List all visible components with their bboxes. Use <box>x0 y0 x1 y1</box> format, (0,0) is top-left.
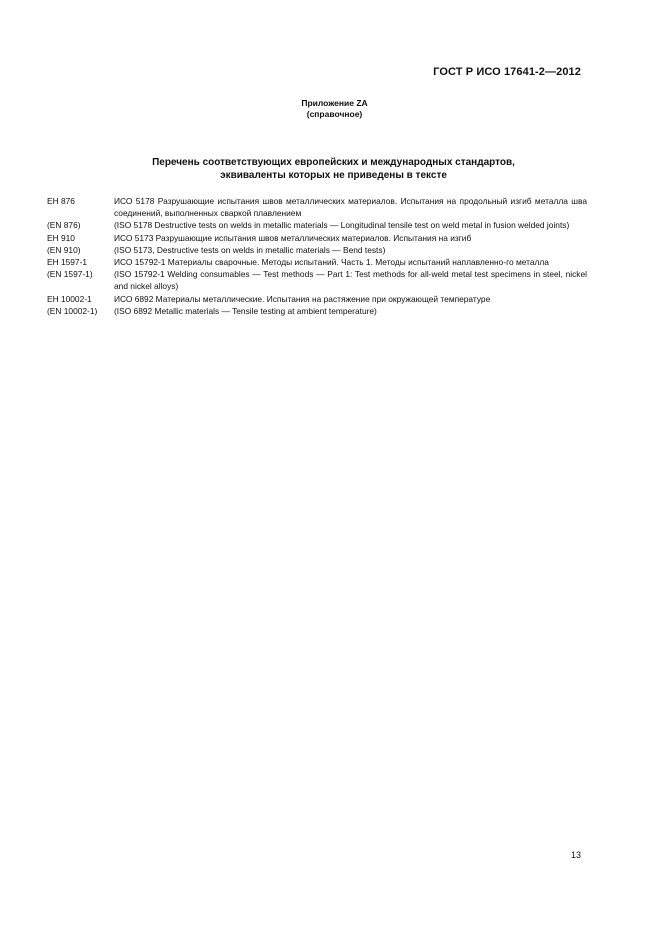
standard-description: ИСО 6892 Материалы металлические. Испытания на растяжение при окружающей температуре <box>114 293 491 304</box>
standard-description: ИСО 15792-1 Материалы сварочные. Методы испытаний. Часть 1. Методы испытаний наплавленно-го металла <box>114 257 549 268</box>
standard-description: (ISO 6892 Metallic materials — Tensile testing at ambient temperature) <box>114 305 377 316</box>
heading-line-2: эквиваленты которых не приведены в тексте <box>220 170 447 181</box>
standard-code: (EN 1597-1) <box>47 269 93 280</box>
section-heading <box>0 156 661 182</box>
annex-block <box>0 98 661 120</box>
standard-code: ЕН 876 <box>47 196 75 206</box>
standard-description: ИСО 5178 Разрушающие испытания швов металлических материалов. Испытания на продольный изгиб металла шва соединений, выполненных сваркой плавлением <box>114 196 587 219</box>
standard-code: ЕН 1597-1 <box>47 257 88 268</box>
list-item <box>47 305 587 317</box>
standard-description: (ISO 15792-1 Welding consumables — Test methods — Part 1: Test methods for all-weld metal test specimens in steel, nickel and nickel alloys) <box>114 269 587 292</box>
page-number: 13 <box>570 850 581 860</box>
annex-subtitle: (справочное) <box>306 109 363 119</box>
list-item <box>47 256 587 268</box>
standards-list <box>47 195 587 317</box>
list-item <box>47 195 587 219</box>
list-item <box>47 244 587 256</box>
standard-description: (ISO 5178 Destructive tests on welds in metallic materials — Longitudinal tensile test on weld metal in fusion welded joints) <box>114 220 570 231</box>
annex-title: Приложение ZA <box>301 98 368 108</box>
document-id: ГОСТ Р ИСО 17641-2—2012 <box>433 66 581 78</box>
standard-code: (EN 910) <box>47 244 81 255</box>
heading-line-1: Перечень соответствующих европейских и международных стандартов, <box>152 157 515 168</box>
list-item <box>47 293 587 305</box>
standard-description: ИСО 5173 Разрушающие испытания швов металлических материалов. Испытания на изгиб <box>114 232 472 243</box>
list-item <box>47 232 587 244</box>
standard-code: (EN 876) <box>47 220 81 231</box>
standard-code: ЕН 910 <box>47 232 75 243</box>
list-item <box>47 219 587 231</box>
standard-code: ЕН 10002-1 <box>47 293 92 304</box>
list-item <box>47 268 587 292</box>
standard-code: (EN 10002-1) <box>47 305 98 316</box>
standard-description: (ISO 5173, Destructive tests on welds in metallic materials — Bend tests) <box>114 244 386 255</box>
